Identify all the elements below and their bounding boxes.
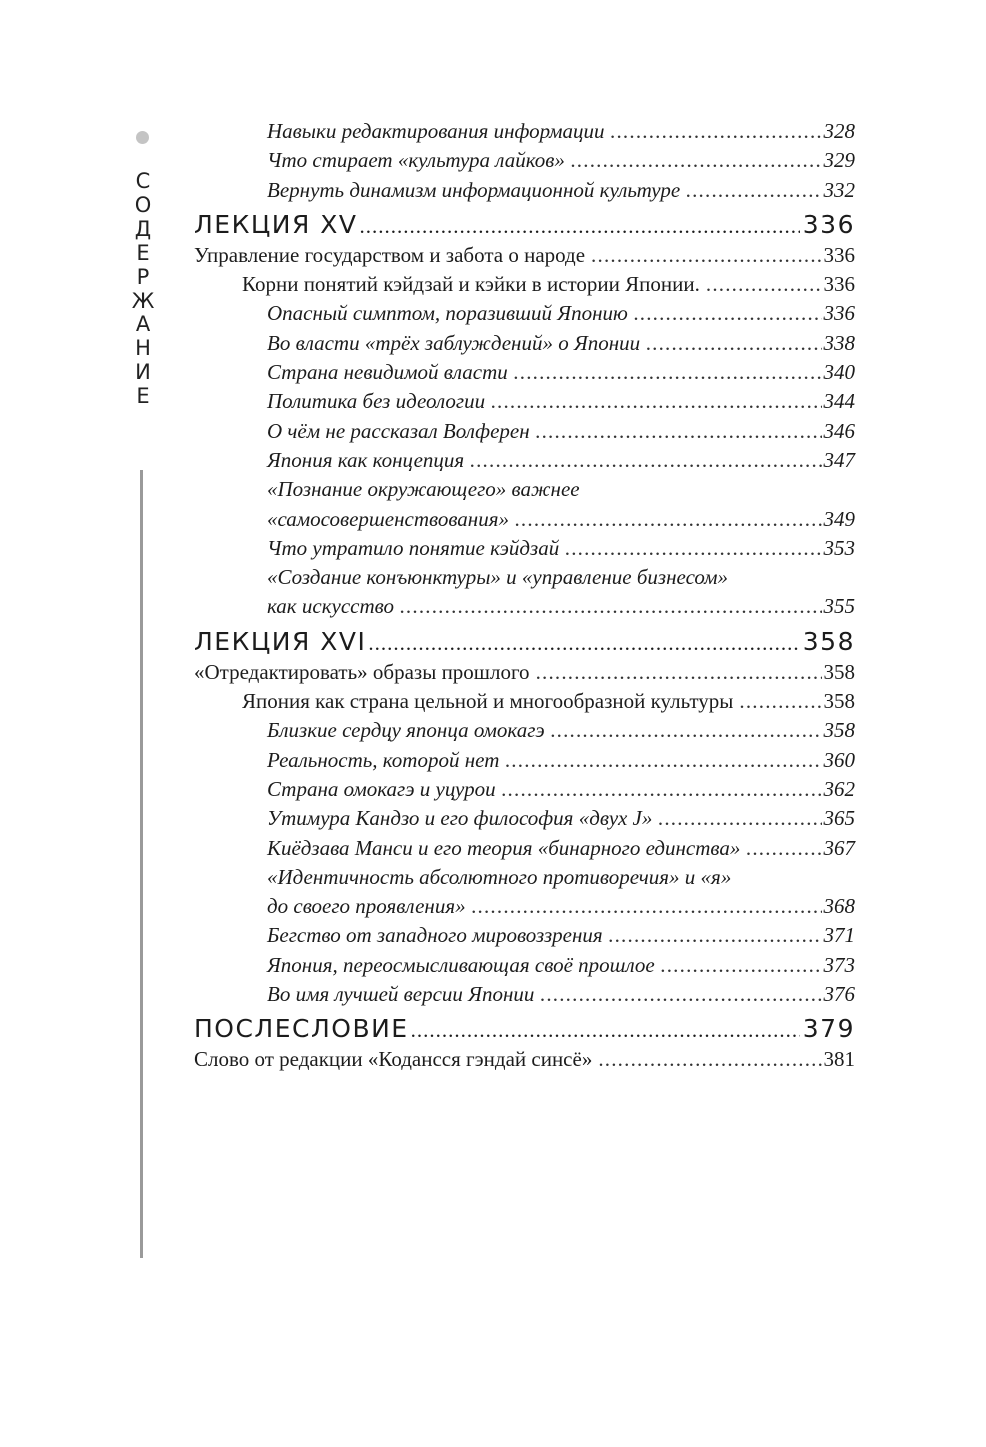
toc-page-number: 376 — [823, 982, 855, 1007]
toc-subsection[interactable] — [194, 980, 855, 1009]
toc-page-number: 358 — [823, 659, 855, 684]
toc-subsection-first-line[interactable]: «Создание конъюнктуры» и «управление бизнесом» — [267, 565, 728, 590]
toc-subsection[interactable] — [194, 358, 855, 387]
toc-subsection[interactable] — [194, 716, 855, 745]
toc-page-number: 332 — [823, 177, 855, 202]
dot-leader — [706, 270, 822, 299]
dot-leader — [686, 176, 821, 205]
toc-page-number: 353 — [823, 535, 855, 560]
sidebar-letter: Р — [136, 264, 150, 289]
dot-leader — [551, 716, 822, 745]
toc-entry-title: Во власти «трёх заблуждений» о Японии — [267, 330, 641, 355]
toc-entry-title: Опасный симптом, поразивший Японию — [267, 301, 628, 326]
toc-entry-title: Япония как страна цельной и многообразной культуры — [242, 689, 734, 714]
dot-leader — [634, 299, 822, 328]
toc-subsection[interactable] — [194, 746, 855, 775]
toc-entry-title: до своего проявления» — [267, 894, 466, 919]
toc-subsection[interactable] — [194, 534, 855, 563]
toc-entry-title: О чём не рассказал Волферен — [267, 418, 530, 443]
toc-entry-title: Страна омокагэ и уцурои — [267, 776, 496, 801]
toc-page-number: 371 — [823, 923, 855, 948]
toc-entry-title: Во имя лучшей версии Японии — [267, 982, 535, 1007]
toc-page-number: 355 — [823, 594, 855, 619]
toc-page-number: 358 — [802, 626, 855, 656]
toc-entry-title: как искусство — [267, 594, 394, 619]
toc-page-number: 338 — [823, 330, 855, 355]
toc-subsection[interactable] — [194, 775, 855, 804]
dot-leader — [746, 834, 821, 863]
toc-entry-title: Киёдзава Манси и его теория «бинарного единства» — [267, 835, 741, 860]
toc-subsection[interactable] — [194, 834, 855, 863]
dot-leader — [502, 775, 822, 804]
sidebar-letter: Ж — [131, 288, 155, 313]
toc-page-number: 336 — [802, 209, 855, 239]
toc-page-number: 340 — [823, 360, 855, 385]
toc-entry-title: Бегство от западного мировоззрения — [267, 923, 603, 948]
sidebar-letter: Е — [136, 240, 150, 265]
toc-page-number: 347 — [823, 447, 855, 472]
dot-leader — [646, 329, 821, 358]
toc-page-number: 344 — [823, 389, 855, 414]
dot-leader — [536, 658, 822, 687]
dot-leader — [491, 387, 821, 416]
toc-entry-title: Политика без идеологии — [267, 389, 486, 414]
toc-entry-title: Япония как концепция — [267, 447, 465, 472]
toc-entry-title: «Отредактировать» образы прошлого — [194, 659, 530, 684]
toc-entry-title: Близкие сердцу японца омокагэ — [267, 718, 545, 743]
toc-page-number: 365 — [823, 806, 855, 831]
toc-subsection-first-line[interactable]: «Идентичность абсолютного противоречия» и «я» — [267, 864, 732, 889]
dot-leader — [611, 117, 822, 146]
toc-subsection[interactable] — [194, 176, 855, 205]
afterword-title: ПОСЛЕСЛОВИЕ — [194, 1014, 409, 1044]
toc-entry-title: Япония, переосмысливающая своё прошлое — [267, 952, 655, 977]
sidebar-letter: А — [135, 312, 151, 337]
dot-leader — [400, 592, 822, 621]
dot-leader — [514, 358, 822, 387]
toc-lecture-16-heading[interactable] — [194, 627, 855, 658]
toc-subsection[interactable] — [194, 329, 855, 358]
dot-leader — [598, 1045, 821, 1074]
toc-subsection[interactable] — [194, 146, 855, 175]
sidebar-contents-title — [130, 170, 156, 409]
toc-entry-title: Управление государством и забота о народе — [194, 242, 586, 267]
dot-leader — [661, 951, 822, 980]
sidebar-dot-marker — [136, 131, 149, 144]
sidebar-letter: Д — [134, 216, 152, 241]
dot-leader — [540, 980, 821, 1009]
toc-section[interactable] — [194, 270, 855, 299]
toc-subsection[interactable] — [194, 505, 855, 534]
dot-leader — [515, 505, 822, 534]
toc-subsection[interactable] — [194, 446, 855, 475]
toc-page-number: 368 — [823, 894, 855, 919]
toc-page-number: 362 — [823, 776, 855, 801]
dot-leader — [609, 921, 822, 950]
toc-page-number: 349 — [823, 506, 855, 531]
toc-subsection[interactable] — [194, 299, 855, 328]
toc-page-number: 336 — [823, 272, 855, 297]
toc-subsection-first-line[interactable]: «Познание окружающего» важнее — [267, 477, 580, 502]
dot-leader — [411, 1015, 800, 1045]
toc-page-number: 336 — [823, 242, 855, 267]
dot-leader — [658, 804, 821, 833]
toc-subsection[interactable] — [194, 387, 855, 416]
toc-chapter[interactable] — [194, 1045, 855, 1074]
toc-page-number: 381 — [823, 1047, 855, 1072]
toc-page-number: 358 — [823, 689, 855, 714]
sidebar-letter: О — [134, 192, 152, 217]
toc-page-number: 358 — [823, 718, 855, 743]
toc-subsection[interactable] — [194, 921, 855, 950]
lecture-title: ЛЕКЦИЯ XV — [194, 209, 358, 239]
dot-leader — [472, 892, 822, 921]
toc-page-number: 379 — [802, 1014, 855, 1044]
toc-entry-title: «самосовершенствования» — [267, 506, 509, 531]
toc-entry-title: Реальность, которой нет — [267, 747, 500, 772]
dot-leader — [505, 746, 821, 775]
toc-entry-title: Утимура Кандзо и его философия «двух J» — [267, 806, 653, 831]
toc-page-number: 367 — [823, 835, 855, 860]
sidebar-letter: И — [135, 360, 151, 385]
dot-leader — [360, 211, 800, 241]
toc-subsection[interactable] — [194, 117, 855, 146]
dot-leader — [565, 534, 821, 563]
toc-subsection[interactable] — [194, 951, 855, 980]
dot-leader — [470, 446, 821, 475]
toc-chapter[interactable] — [194, 658, 855, 687]
dot-leader — [571, 146, 822, 175]
toc-chapter[interactable] — [194, 241, 855, 270]
toc-subsection[interactable] — [194, 892, 855, 921]
toc-lecture-15-heading[interactable] — [194, 210, 855, 241]
toc-afterword-heading[interactable] — [194, 1014, 855, 1045]
toc-subsection[interactable] — [194, 592, 855, 621]
toc-page-number: 336 — [823, 301, 855, 326]
toc-subsection[interactable] — [194, 417, 855, 446]
toc-page-number: 329 — [823, 148, 855, 173]
sidebar-letter: Е — [136, 384, 150, 409]
toc-page-number: 328 — [823, 119, 855, 143]
table-of-contents — [194, 117, 855, 1075]
dot-leader — [591, 241, 821, 270]
toc-entry-title: Корни понятий кэйдзай и кэйки в истории Японии. — [242, 272, 700, 297]
toc-entry-title: Что утратило понятие кэйдзай — [267, 535, 560, 560]
toc-entry-title: Что стирает «культура лайков» — [267, 148, 565, 173]
toc-entry-title: Слово от редакции «Кодансся гэндай синсё» — [194, 1047, 593, 1072]
dot-leader — [368, 628, 799, 658]
toc-entry-title: Страна невидимой власти — [267, 360, 508, 385]
toc-page-number: 346 — [823, 418, 855, 443]
toc-section[interactable] — [194, 687, 855, 716]
toc-entry-title: Навыки редактирования информации — [267, 119, 605, 143]
sidebar-letter: С — [135, 169, 151, 193]
toc-page-number: 360 — [823, 747, 855, 772]
toc-page-number: 373 — [823, 952, 855, 977]
toc-subsection[interactable] — [194, 804, 855, 833]
dot-leader — [739, 687, 821, 716]
sidebar-letter: Н — [135, 336, 151, 361]
dot-leader — [536, 417, 822, 446]
toc-entry-title: Вернуть динамизм информационной культуре — [267, 177, 681, 202]
lecture-title: ЛЕКЦИЯ XVI — [194, 626, 367, 656]
sidebar-vertical-rule — [140, 470, 143, 1258]
